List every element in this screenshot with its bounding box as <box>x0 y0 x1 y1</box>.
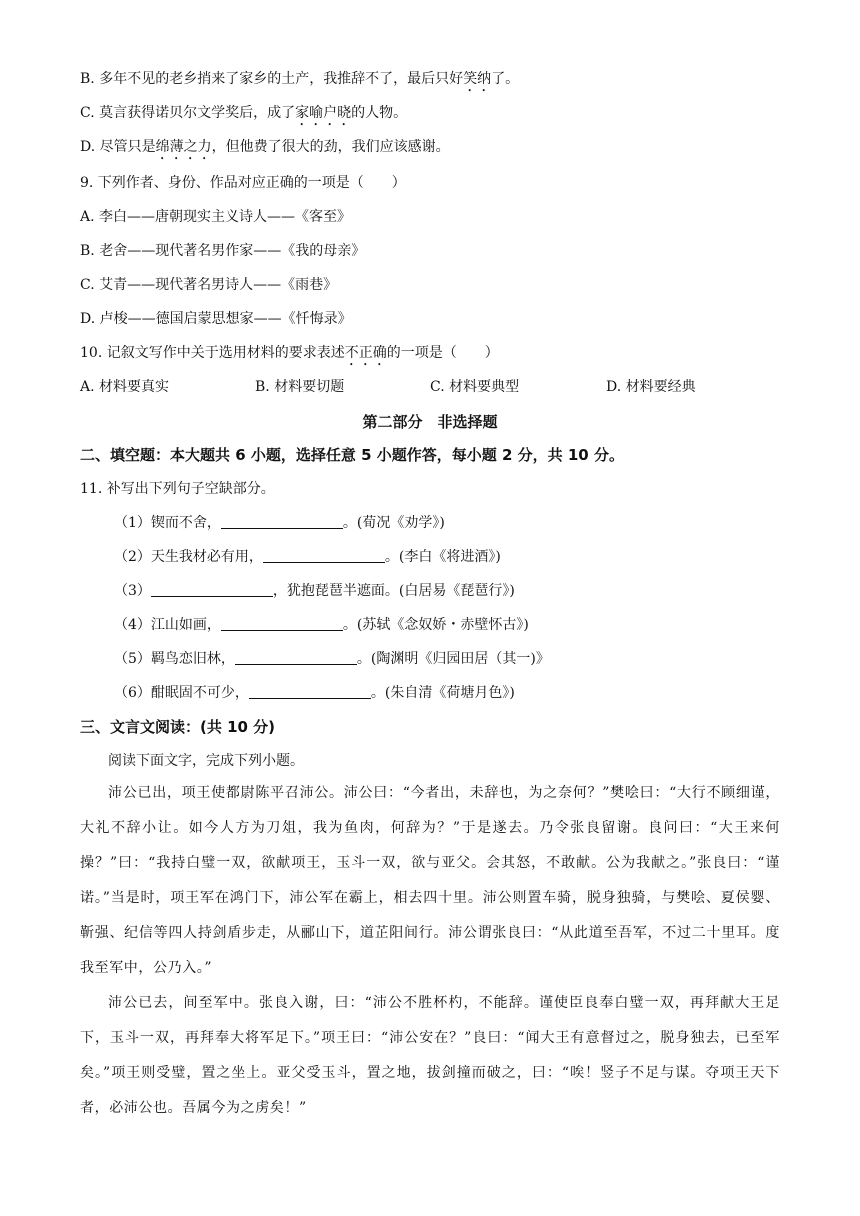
q9-stem: 9. 下列作者、身份、作品对应正确的一项是（ ） <box>80 175 406 191</box>
section-heading: 二、填空题：本大题共 6 小题，选择任意 5 小题作答，每小题 2 分，共 10 分。 <box>80 446 624 464</box>
q10-options <box>80 377 760 397</box>
fill-text: （1）锲而不舍， <box>114 515 221 531</box>
emphasized-word: 笑纳 <box>463 71 492 87</box>
fill-text: 。(陶渊明《归园田居（其一)》 <box>356 651 550 667</box>
emphasized-word: 不正确 <box>344 345 387 361</box>
option-text: C. 莫言获得诺贝尔文学奖后，成了 <box>80 105 296 121</box>
q10-option-c: C. 材料要典型 <box>430 379 520 395</box>
fill-item <box>114 683 515 703</box>
q8-option-c <box>80 103 407 129</box>
q9-option-c: C. 艾青——现代著名男诗人——《雨巷》 <box>80 277 338 293</box>
q8-option-d <box>80 137 450 163</box>
fill-text: （5）羁鸟恋旧林， <box>114 651 235 667</box>
q10-option-b: B. 材料要切题 <box>255 379 345 395</box>
fill-item <box>114 615 529 635</box>
fill-text: （3） <box>114 583 151 599</box>
reading-instruction: 阅读下面文字，完成下列小题。 <box>108 753 304 769</box>
emphasized-word: 绵薄之力 <box>155 139 212 155</box>
q10-option-d: D. 材料要经典 <box>606 379 696 395</box>
answer-blank[interactable] <box>221 616 343 631</box>
emphasized-word: 家喻户晓 <box>295 105 352 121</box>
fill-text: 。(荀况《劝学》) <box>342 515 445 531</box>
option-text: ，但他费了很大的劲，我们应该感谢。 <box>211 139 450 155</box>
q9-option-b: B. 老舍——现代著名男作家——《我的母亲》 <box>80 243 366 259</box>
passage-paragraph: 沛公已去，间至军中。张良入谢，曰：“沛公不胜杯杓，不能辞。谨使臣良奉白璧一双，再拜献大王足下，玉斗一双，再拜奉大将军足下。”项王曰：“沛公安在？”良曰：“闻大王有意督过之，脱身独去，已至军矣。”项王则受璧，置之坐上。亚父受玉斗，置之地，拔剑撞而破之，曰：“唉！竖子不足与谋。夺项王天下者，必沛公也。吾属今为之虏矣！” <box>80 995 780 1116</box>
answer-blank[interactable] <box>249 684 371 699</box>
option-text: D. 尽管只是 <box>80 139 156 155</box>
fill-text: 。(李白《将进酒》) <box>384 549 501 565</box>
fill-text: （4）江山如画， <box>114 617 221 633</box>
q11-stem: 11. 补写出下列句子空缺部分。 <box>80 481 275 497</box>
option-text: 了。 <box>491 71 520 87</box>
stem-text: 10. 记叙文写作中关于选用材料的要求表述 <box>80 345 345 361</box>
fill-item <box>114 513 445 533</box>
answer-blank[interactable] <box>235 650 357 665</box>
answer-blank[interactable] <box>151 582 273 597</box>
q9-option-a: A. 李白——唐朝现实主义诗人——《客至》 <box>80 209 352 225</box>
fill-item <box>114 547 501 567</box>
passage-paragraph: 沛公已出，项王使都尉陈平召沛公。沛公曰：“今者出，未辞也，为之奈何？”樊哙曰：“大行不顾细谨，大礼不辞小让。如今人方为刀俎，我为鱼肉，何辞为？”于是遂去。乃令张良留谢。良问曰：“大王来何操？”曰：“我持白璧一双，欲献项王，玉斗一双，欲与亚父。会其怒，不敢献。公为我献之。”张良曰：“谨诺。”当是时，项王军在鸿门下，沛公军在霸上，相去四十里。沛公则置车骑，脱身独骑，与樊哙、夏侯婴、靳强、纪信等四人持剑盾步走，从郦山下，道芷阳间行。沛公谓张良曰：“从此道至吾军，不过二十里耳。度我至军中，公乃入。” <box>80 785 780 976</box>
fill-text: 。(朱自清《荷塘月色》) <box>370 685 515 701</box>
fill-text: （2）天生我材必有用， <box>114 549 263 565</box>
fill-item <box>114 649 550 669</box>
answer-blank[interactable] <box>221 514 343 529</box>
fill-item <box>114 581 515 601</box>
fill-text: 。(苏轼《念奴娇・赤壁怀古》) <box>342 617 529 633</box>
answer-blank[interactable] <box>263 548 385 563</box>
q10-stem <box>80 343 499 369</box>
fill-text: （6）酣眠固不可少， <box>114 685 249 701</box>
q9-option-d: D. 卢梭——德国启蒙思想家——《忏悔录》 <box>80 311 352 327</box>
option-text: B. 多年不见的老乡捎来了家乡的土产，我推辞不了，最后只好 <box>80 71 464 87</box>
q8-option-b <box>80 69 519 95</box>
part-title: 第二部分 非选择题 <box>362 413 498 431</box>
stem-text: 的一项是（ ） <box>386 345 499 361</box>
q10-option-a: A. 材料要真实 <box>80 379 170 395</box>
option-text: 的人物。 <box>351 105 408 121</box>
fill-text: ，犹抱琵琶半遮面。(白居易《琵琶行》) <box>272 583 515 599</box>
section-heading: 三、文言文阅读：(共 10 分) <box>80 718 276 736</box>
